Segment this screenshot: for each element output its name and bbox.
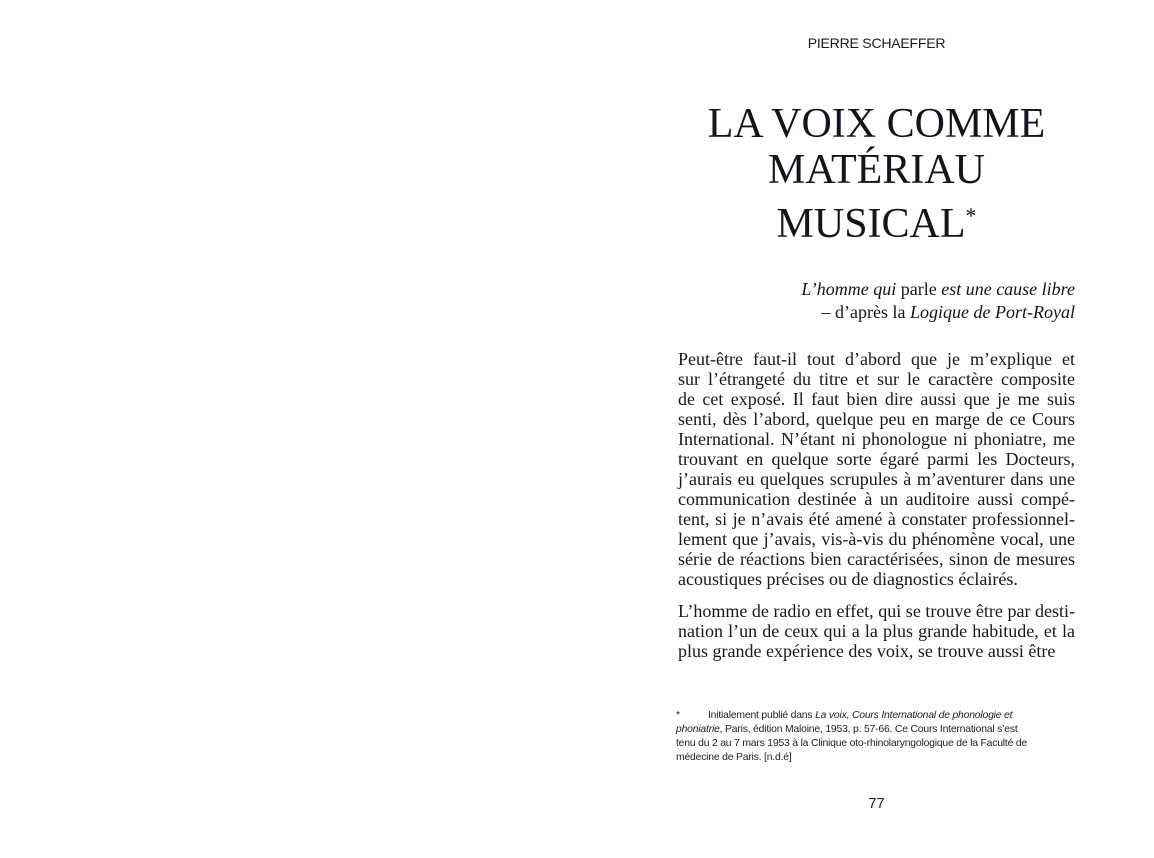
title-line-1: LA VOIX COMME [707, 101, 1046, 147]
text-line: acoustiques précises ou de diagnostics éclairés. [678, 569, 1018, 589]
title-line-3: MUSICAL* [776, 201, 977, 247]
footnote-marker: * [676, 710, 680, 721]
epigraph-line-1: L’homme qui parle est une cause libre [801, 279, 1075, 299]
text-line: j’aurais eu quelques scrupules à m’aventurer dans une [678, 469, 1075, 489]
footnote [676, 709, 1073, 765]
text-line: série de réactions bien caractérisées, sinon de mesures [678, 549, 1075, 569]
text-line: International. N’étant ni phonologue ni phoniatre, me [678, 429, 1075, 449]
text-column [678, 0, 1075, 858]
article-title [678, 101, 1075, 247]
text-line: L’homme de radio en effet, qui se trouve être par desti- [678, 601, 1075, 621]
text-line: senti, dès l’abord, quelque peu en marge de ce Cours [678, 409, 1075, 429]
body-paragraph-2 [678, 601, 1075, 661]
text-line: trouvant en quelque sorte égaré parmi les Docteurs, [678, 449, 1075, 469]
text-line: tent, si je n’avais été amené à constater professionnel- [678, 509, 1075, 529]
title-footnote-marker: * [965, 204, 977, 228]
text-line: plus grande expérience des voix, se trouve aussi être [678, 641, 1056, 661]
text-line: de cet exposé. Il faut bien dire aussi que je me suis [678, 389, 1075, 409]
epigraph-line-2: – d’après la Logique de Port-Royal [821, 302, 1075, 322]
text-line: nation l’un de ceux qui a la plus grande habitude, et la [678, 621, 1075, 641]
title-line-2: MATÉRIAU [768, 147, 985, 193]
author-heading: PIERRE SCHAEFFER [807, 35, 946, 51]
text-line: Peut-être faut-il tout d’abord que je m’explique et [678, 349, 1075, 369]
footnote-line-4: médecine de Paris. [n.d.é] [676, 752, 792, 763]
body-paragraph-1 [678, 349, 1075, 589]
footnote-line-2: phoniatrie, Paris, édition Maloine, 1953, p. 57-66. Ce Cours International s’est [676, 724, 1018, 735]
footnote-line-1: * Initialement publié dans La voix, Cours International de phonologie et [676, 710, 1013, 721]
footnote-line-3: tenu du 2 au 7 mars 1953 à la Clinique oto-rhinolaryngologique de la Faculté de [676, 738, 1028, 749]
text-line: communication destinée à un auditoire aussi compé- [678, 489, 1075, 509]
page-number: 77 [868, 796, 885, 812]
epigraph [678, 278, 1075, 324]
text-line: sur l’étrangeté du titre et sur le caractère composite [678, 369, 1075, 389]
text-line: lement que j’avais, vis-à-vis du phénomène vocal, une [678, 529, 1075, 549]
